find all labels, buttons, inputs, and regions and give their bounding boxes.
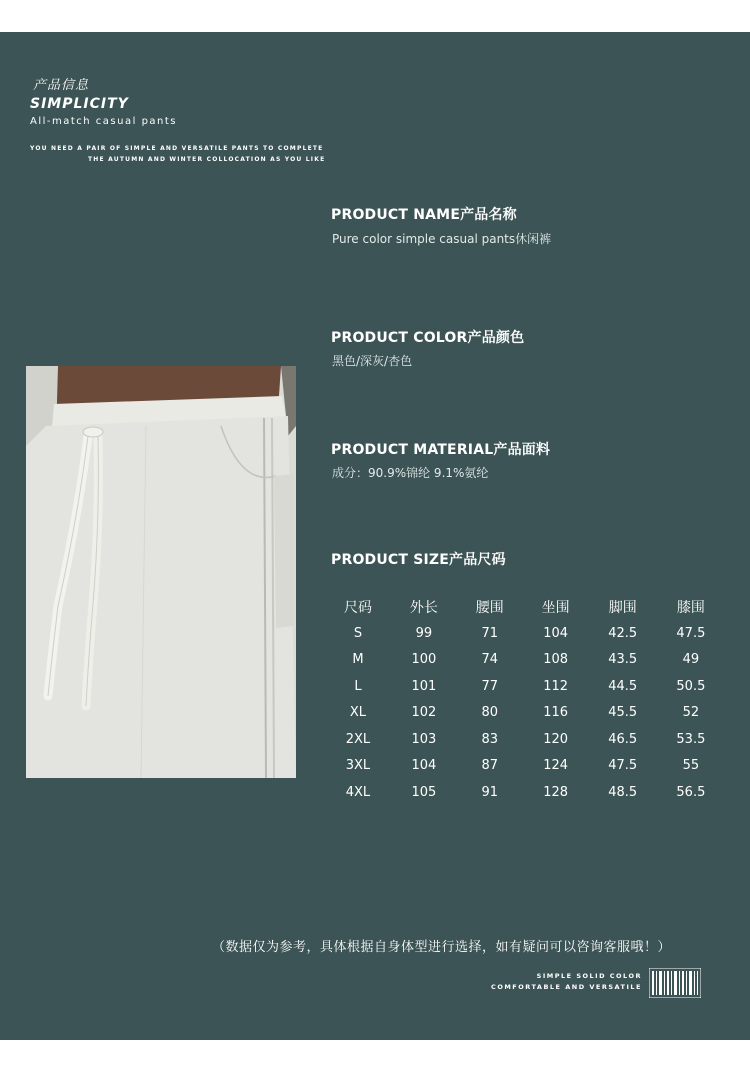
table-cell: 50.5 [676,678,706,694]
table-cell: 83 [481,731,499,747]
table-cell: 104 [543,625,569,641]
table-cell: 42.5 [608,625,638,641]
table-cell: 105 [411,784,437,800]
table-cell: L [354,678,362,694]
table-cell: 112 [543,678,569,694]
product-size-label: PRODUCT SIZE产品尺码 [331,552,506,568]
product-name-value: Pure color simple casual pants休闲裤 [332,232,552,246]
product-photo [26,366,296,778]
table-cell: 104 [411,758,437,774]
table-cell: 91 [481,784,499,800]
footer-tag-1: SIMPLE SOLID COLOR [536,972,642,980]
table-cell: 43.5 [608,652,638,668]
product-name-label: PRODUCT NAME产品名称 [331,207,517,223]
header-tagline-2: THE AUTUMN AND WINTER COLLOCATION AS YOU LIKE [88,156,326,163]
table-row [325,726,725,753]
table-cell: M [352,652,364,668]
table-cell: 45.5 [608,705,638,721]
table-cell: 4XL [345,784,371,800]
table-cell: 80 [481,705,499,721]
footer-tag-2: COMFORTABLE AND VERSATILE [491,983,642,991]
header-cell-knee: 膝围 [676,600,705,616]
table-cell: 47.5 [676,625,706,641]
table-cell: 55 [682,758,700,774]
table-row [325,779,725,806]
table-cell: 71 [481,625,499,641]
table-cell: XL [349,705,367,721]
table-cell: 120 [543,731,569,747]
table-row [325,700,725,727]
table-row [325,753,725,780]
table-cell: 128 [543,784,569,800]
table-cell: 52 [682,705,700,721]
table-cell: 77 [481,678,499,694]
table-cell: 46.5 [608,731,638,747]
header-cn-title: 产品信息 [33,78,90,93]
table-cell: 48.5 [608,784,638,800]
table-cell: 47.5 [608,758,638,774]
table-cell: 108 [543,652,569,668]
table-cell: 116 [543,705,569,721]
header-tagline-1: YOU NEED A PAIR OF SIMPLE AND VERSATILE PANTS TO COMPLETE [30,145,324,152]
header-cell-length: 外长 [409,600,438,616]
header-subtitle: All-match casual pants [30,116,178,127]
table-cell: 3XL [345,758,371,774]
product-material-label: PRODUCT MATERIAL产品面料 [331,442,551,458]
header-cell-size: 尺码 [343,600,372,616]
header-cell-hem: 脚围 [608,600,637,616]
size-table-header-row [325,594,725,620]
table-cell: 56.5 [676,784,706,800]
table-cell: 44.5 [608,678,638,694]
table-cell: 124 [543,758,569,774]
table-cell: 49 [682,652,700,668]
barcode-icon [649,968,701,998]
reference-note: （数据仅为参考，具体根据自身体型进行选择，如有疑问可以咨询客服哦！） [212,940,672,955]
size-table [325,594,725,806]
table-cell: 103 [411,731,437,747]
table-cell: 100 [411,652,437,668]
product-material-value: 成分：90.9%锦纶 9.1%氨纶 [332,466,489,480]
table-cell: 74 [481,652,499,668]
table-cell: 101 [411,678,437,694]
product-info-panel [0,32,750,1040]
table-cell: 2XL [345,731,371,747]
table-cell: S [353,625,363,641]
table-cell: 99 [415,625,433,641]
product-color-value: 黑色/深灰/杏色 [332,354,413,368]
header-cell-waist: 腰围 [475,600,504,616]
table-cell: 87 [481,758,499,774]
table-row [325,620,725,647]
table-cell: 102 [411,705,437,721]
product-color-label: PRODUCT COLOR产品颜色 [331,330,525,346]
table-row [325,647,725,674]
table-row [325,673,725,700]
table-cell: 53.5 [676,731,706,747]
header-en-title: SIMPLICITY [30,96,129,112]
header-cell-hip: 坐围 [541,600,570,616]
